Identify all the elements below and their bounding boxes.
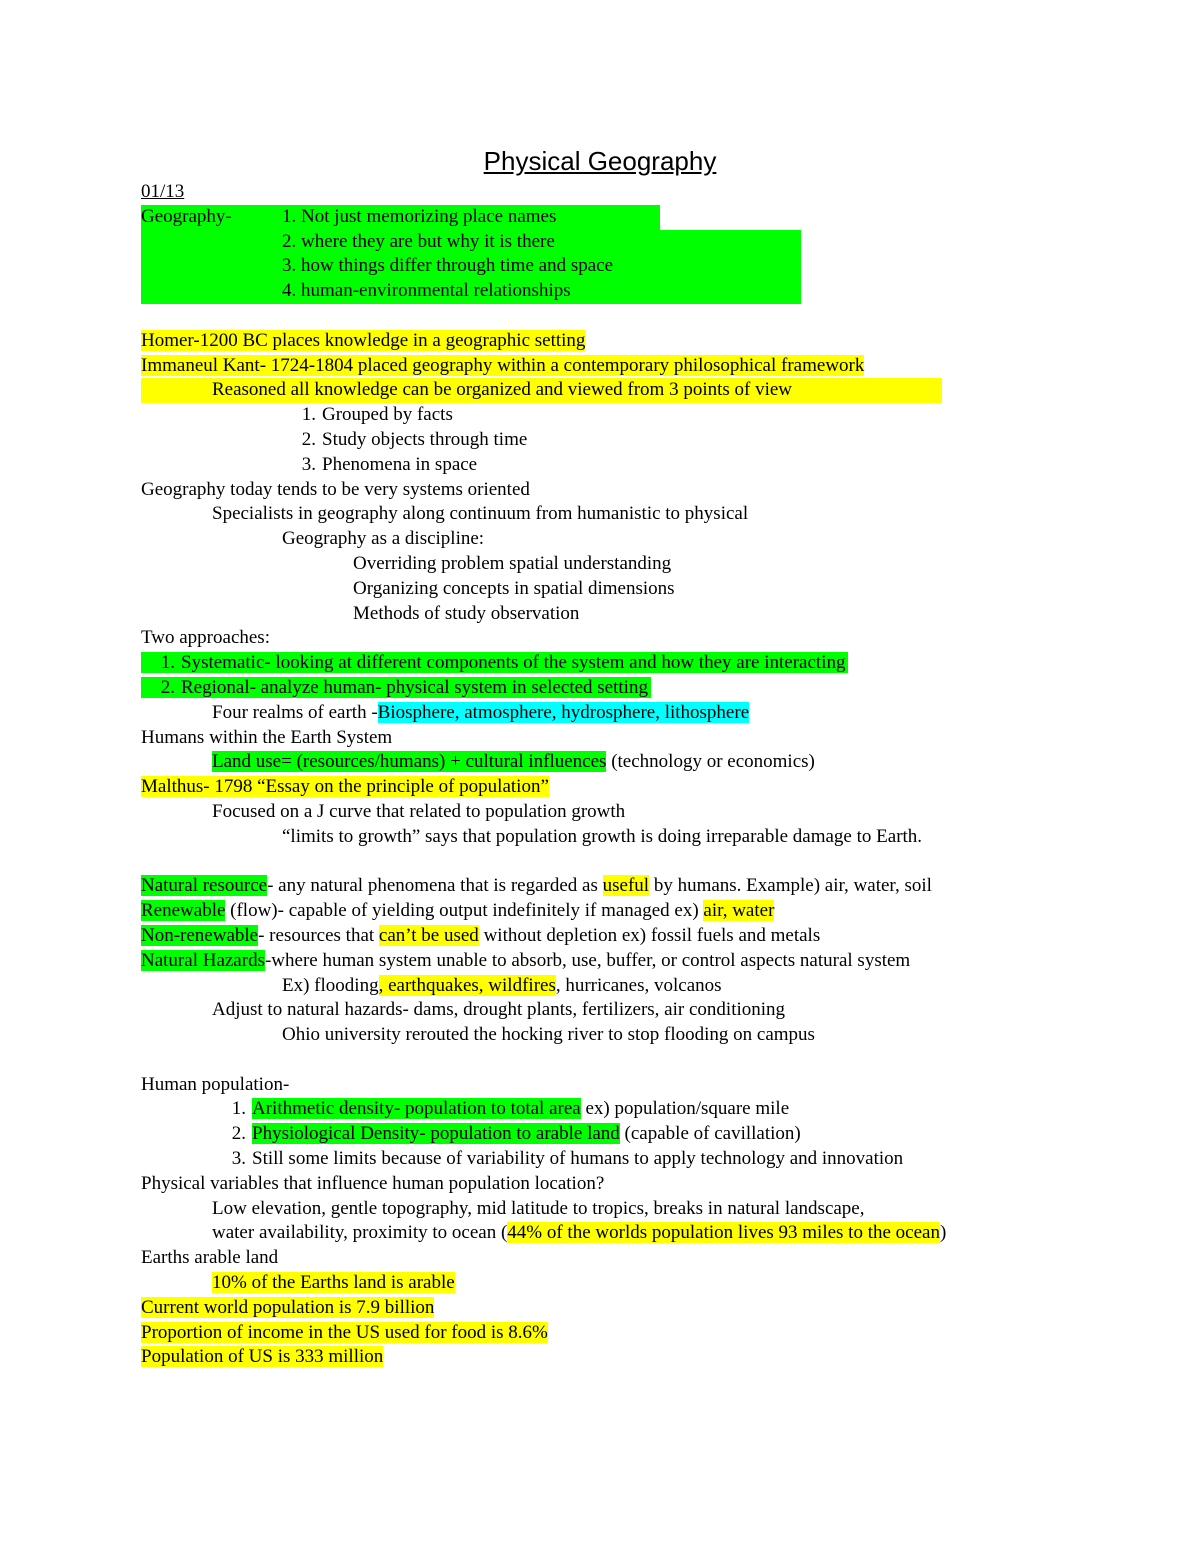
discipline-item-text: Organizing concepts in spatial dimensions bbox=[353, 577, 675, 599]
human-pop-label: Human population- bbox=[141, 1073, 290, 1095]
us-pop-line bbox=[141, 1345, 1141, 1370]
list-text: Study objects through time bbox=[322, 428, 528, 450]
list-text: Still some limits because of variability of humans to apply technology and innovation bbox=[252, 1148, 904, 1170]
human-pop-item bbox=[141, 1097, 1141, 1122]
adjust-text: Adjust to natural hazards- dams, drought plants, fertilizers, air conditioning bbox=[212, 999, 786, 1021]
discipline-item bbox=[141, 552, 1141, 577]
geography-line-2 bbox=[141, 230, 801, 255]
world-pop-line bbox=[141, 1296, 1141, 1321]
physical-vars-text: Physical variables that influence human population location? bbox=[141, 1172, 605, 1194]
water-text: ) bbox=[939, 1222, 947, 1244]
kant-point bbox=[141, 428, 1141, 453]
malthus-text: Malthus- 1798 “Essay on the principle of population” bbox=[141, 776, 549, 798]
geography-label: Geography- bbox=[141, 205, 232, 227]
list-text: Regional- analyze human- physical system in selected setting bbox=[181, 676, 648, 698]
realms-highlight: Biosphere, atmosphere, hydrosphere, lithosphere bbox=[377, 701, 750, 723]
definition: -where human system unable to absorb, use, buffer, or control aspects natural system bbox=[264, 949, 911, 971]
approach-item bbox=[141, 676, 1141, 701]
list-number: 3. bbox=[231, 1148, 246, 1170]
kant-reasoned-line bbox=[141, 378, 942, 403]
ohio-line bbox=[141, 1023, 1141, 1048]
definition: (flow)- capable of yielding output indefinitely if managed ex) bbox=[225, 900, 704, 922]
water-avail-line bbox=[141, 1221, 1141, 1246]
realms-line bbox=[141, 701, 1141, 726]
list-text: ex) population/square mile bbox=[580, 1098, 790, 1120]
specialists-text: Specialists in geography along continuum from humanistic to physical bbox=[212, 503, 749, 525]
kant-point bbox=[141, 453, 1141, 478]
discipline-line bbox=[141, 527, 1141, 552]
list-number: 2. bbox=[231, 1123, 246, 1145]
discipline-text: Geography as a discipline: bbox=[282, 528, 485, 550]
spacer bbox=[141, 1048, 1141, 1073]
highlight: Physiological Density- population to arable land bbox=[252, 1123, 620, 1145]
geography-line-3 bbox=[141, 254, 801, 279]
geography-item: 3. how things differ through time and space bbox=[282, 255, 614, 277]
highlight: useful bbox=[602, 875, 650, 897]
approaches-label: Two approaches: bbox=[141, 627, 270, 649]
highlight: air, water bbox=[703, 900, 775, 922]
food-income-line bbox=[141, 1321, 1141, 1346]
us-pop-text: Population of US is 333 million bbox=[141, 1346, 384, 1368]
today-line bbox=[141, 478, 1141, 503]
homer-line bbox=[141, 329, 1141, 354]
kant-point bbox=[141, 403, 1141, 428]
geography-item: 4. human-environmental relationships bbox=[282, 280, 571, 302]
hazards-line bbox=[141, 949, 1141, 974]
land-use-rest: (technology or economics) bbox=[606, 751, 815, 773]
definition: - any natural phenomena that is regarded as bbox=[267, 875, 603, 897]
geography-block bbox=[141, 205, 1141, 304]
spacer bbox=[141, 850, 1141, 875]
human-pop-item bbox=[141, 1122, 1141, 1147]
arable-label: Earths arable land bbox=[141, 1247, 279, 1269]
realms-prefix: Four realms of earth - bbox=[212, 701, 378, 723]
humans-earth-line bbox=[141, 726, 1141, 751]
limits-line bbox=[141, 825, 1141, 850]
date: 01/13 bbox=[141, 181, 185, 202]
human-pop-label-line bbox=[141, 1073, 1141, 1098]
kant-text: Immaneul Kant- 1724-1804 placed geography within a contemporary philosophical framework bbox=[141, 354, 865, 376]
arable-pct-text: 10% of the Earths land is arable bbox=[212, 1272, 455, 1294]
malthus-line bbox=[141, 775, 1141, 800]
approach-item bbox=[141, 651, 1141, 676]
natural-resource-line bbox=[141, 874, 1141, 899]
discipline-item-text: Methods of study observation bbox=[353, 602, 580, 624]
discipline-item bbox=[141, 577, 1141, 602]
notes-body bbox=[141, 180, 1141, 1370]
human-pop-item bbox=[141, 1147, 1141, 1172]
geography-line-1 bbox=[141, 205, 660, 230]
food-income-text: Proportion of income in the US used for food is 8.6% bbox=[141, 1321, 548, 1343]
geography-item: 2. where they are but why it is there bbox=[282, 230, 555, 252]
discipline-item-text: Overriding problem spatial understanding bbox=[353, 552, 672, 574]
physical-vars-line bbox=[141, 1172, 1141, 1197]
renewable-line bbox=[141, 899, 1141, 924]
discipline-item bbox=[141, 602, 1141, 627]
nonrenewable-line bbox=[141, 924, 1141, 949]
low-elev-text: Low elevation, gentle topography, mid latitude to tropics, breaks in natural landscape, bbox=[212, 1197, 865, 1219]
list-number: 2. bbox=[301, 428, 316, 450]
list-number: 1. bbox=[160, 652, 175, 674]
highlight: , earthquakes, wildfires bbox=[378, 974, 556, 996]
term: Natural resource bbox=[141, 875, 268, 897]
list-number: 1. bbox=[231, 1098, 246, 1120]
term: Natural Hazards bbox=[141, 949, 265, 971]
definition: by humans. Example) air, water, soil bbox=[649, 875, 932, 897]
list-number: 2. bbox=[160, 676, 175, 698]
geography-line-4 bbox=[141, 279, 801, 304]
highlight: Arithmetic density- population to total area bbox=[252, 1098, 581, 1120]
world-pop-text: Current world population is 7.9 billion bbox=[141, 1296, 435, 1318]
water-text: water availability, proximity to ocean ( bbox=[212, 1222, 508, 1244]
humans-earth-text: Humans within the Earth System bbox=[141, 726, 393, 748]
hazards-example-line bbox=[141, 974, 1141, 999]
highlight: can’t be used bbox=[378, 924, 479, 946]
jcurve-line bbox=[141, 800, 1141, 825]
highlight: 44% of the worlds population lives 93 miles to the ocean bbox=[507, 1222, 940, 1244]
kant-reasoned-text: Reasoned all knowledge can be organized and viewed from 3 points of view bbox=[212, 379, 793, 401]
arable-pct-line bbox=[141, 1271, 1141, 1296]
list-text: Phenomena in space bbox=[322, 453, 478, 475]
list-text: Systematic- looking at different components of the system and how they are interacting bbox=[181, 652, 846, 674]
definition: without depletion ex) fossil fuels and metals bbox=[478, 924, 821, 946]
homer-text: Homer-1200 BC places knowledge in a geographic setting bbox=[141, 329, 586, 351]
list-number: 3. bbox=[301, 453, 316, 475]
definition: - resources that bbox=[258, 924, 379, 946]
arable-label-line bbox=[141, 1246, 1141, 1271]
example-text: , hurricanes, volcanos bbox=[555, 974, 722, 996]
term: Renewable bbox=[141, 900, 226, 922]
today-text: Geography today tends to be very systems oriented bbox=[141, 478, 530, 500]
date-line bbox=[141, 180, 1141, 205]
specialists-line bbox=[141, 502, 1141, 527]
adjust-line bbox=[141, 998, 1141, 1023]
kant-line bbox=[141, 354, 1141, 379]
jcurve-text: Focused on a J curve that related to population growth bbox=[212, 800, 626, 822]
spacer bbox=[141, 304, 1141, 329]
low-elev-line bbox=[141, 1197, 1141, 1222]
land-use-line bbox=[141, 750, 1141, 775]
land-use-highlight: Land use= (resources/humans) + cultural influences bbox=[212, 751, 607, 773]
term: Non-renewable bbox=[141, 924, 259, 946]
limits-text: “limits to growth” says that population growth is doing irreparable damage to Earth. bbox=[282, 825, 923, 847]
list-text: (capable of cavillation) bbox=[619, 1123, 801, 1145]
page-title: Physical Geography bbox=[483, 146, 717, 176]
geography-item: 1. Not just memorizing place names bbox=[282, 205, 557, 227]
example-text: Ex) flooding bbox=[282, 974, 379, 996]
list-text: Grouped by facts bbox=[322, 404, 453, 426]
list-number: 1. bbox=[301, 404, 316, 426]
approaches-label-line bbox=[141, 626, 1141, 651]
ohio-text: Ohio university rerouted the hocking river to stop flooding on campus bbox=[282, 1024, 815, 1046]
